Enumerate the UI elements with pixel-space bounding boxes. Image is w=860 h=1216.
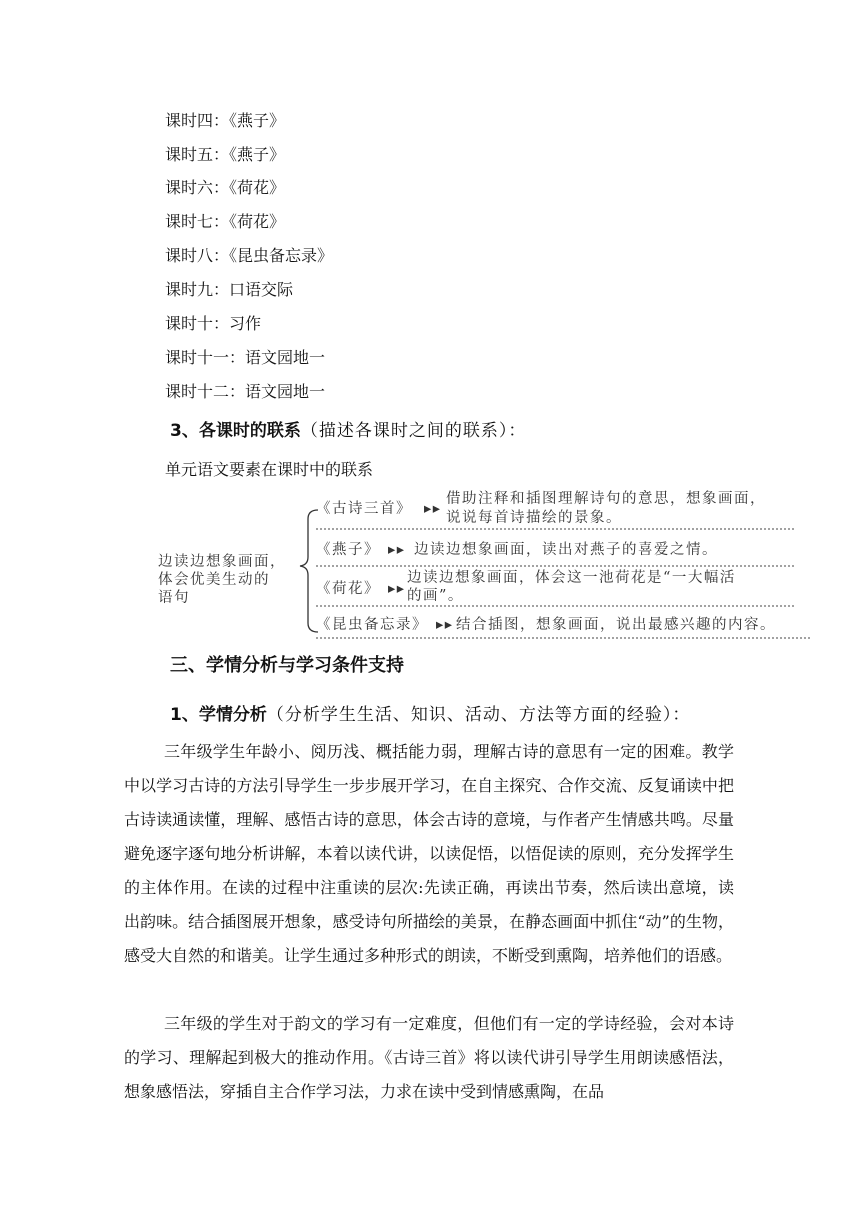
lesson-item: 课时十：习作	[165, 314, 262, 333]
lesson-item: 课时四：《燕子》	[165, 111, 286, 130]
learning-analysis-note: （分析学生生活、知识、活动、方法等方面的经验）：	[266, 705, 691, 725]
branch-title: 《昆虫备忘录》	[316, 617, 428, 633]
branch-text: 的画”。	[407, 588, 464, 604]
lesson-item: 课时十一：语文园地一	[165, 348, 326, 367]
lesson-item: 课时六：《荷花》	[165, 178, 286, 197]
branch-title: 《燕子》	[316, 542, 380, 558]
branch-title: 《荷花》	[316, 581, 380, 597]
section-heading-note: （描述各课时之间的联系）：	[300, 421, 527, 441]
branch-arrow-icon: ▸▸	[388, 542, 406, 558]
brace-icon	[300, 510, 318, 632]
branch-text: 结合插图，想象画面，说出最感兴趣的内容。	[456, 617, 776, 633]
analysis-paragraph: 三年级学生年龄小、阅历浅、概括能力弱，理解古诗的意思有一定的困难。教学中以学习古诗的方法引导学生一步步展开学习，在自主探究、合作交流、反复诵读中把古诗读通读懂，理解、感悟古诗的意思，体会古诗的意境，与作者产生情感共鸣。尽量避免逐字逐句地分析讲解，本着以读代讲，以读促悟，以悟促读的原则，充分发挥学生的主体作用。在读的过程中注重读的层次:先读正确，再读出节奏，然后读出意境，读出韵味。结合插图展开想象，感受诗句所描绘的美景，在静态画面中抓住“动”的生物，感受大自然的和谐美。让学生通过多种形式的朗读，不断受到熏陶，培养他们的语感。	[124, 742, 734, 965]
lesson-item: 课时八：《昆虫备忘录》	[165, 246, 334, 265]
section-heading-bold: 3、各课时的联系	[170, 421, 301, 441]
lesson-item: 课时五：《燕子》	[165, 145, 286, 164]
branch-text: 边读边想象画面，读出对燕子的喜爱之情。	[414, 542, 718, 558]
lesson-item: 课时九：口语交际	[165, 280, 294, 299]
lesson-item: 课时七：《荷花》	[165, 212, 286, 231]
section-heading-lesson-links	[170, 418, 526, 444]
learning-analysis-bold: 1、学情分析	[170, 705, 267, 725]
branch-arrow-icon: ▸▸	[388, 581, 406, 597]
branch-text: 边读边想象画面，体会这一池荷花是“一大幅活	[407, 570, 736, 586]
branch-text: 借助注释和插图理解诗句的意思，想象画面，	[446, 491, 766, 507]
lesson-item: 课时十二：语文园地一	[165, 382, 326, 401]
brace-diagram-svg	[150, 485, 830, 640]
branch-arrow-icon: ▸▸	[424, 501, 442, 517]
brace-diagram	[150, 485, 830, 640]
branch-text: 说说每首诗描绘的景象。	[446, 510, 622, 526]
part-three-title: 三、学情分析与学习条件支持	[170, 655, 404, 676]
learning-analysis-heading	[170, 702, 690, 728]
root-label-line: 语句	[158, 590, 190, 606]
root-label-line: 边读边想象画面，	[158, 554, 286, 570]
diagram-caption: 单元语文要素在课时中的联系	[165, 460, 374, 479]
branch-title: 《古诗三首》	[316, 501, 412, 517]
branch-arrow-icon: ▸▸	[436, 617, 454, 633]
analysis-paragraph: 三年级的学生对于韵文的学习有一定难度，但他们有一定的学诗经验，会对本诗的学习、理解起到极大的推动作用。《古诗三首》将以读代讲引导学生用朗读感悟法，想象感悟法，穿插自主合作学习法，力求在读中受到情感熏陶，在品	[124, 1014, 734, 1101]
root-label-line: 体会优美生动的	[158, 572, 270, 588]
